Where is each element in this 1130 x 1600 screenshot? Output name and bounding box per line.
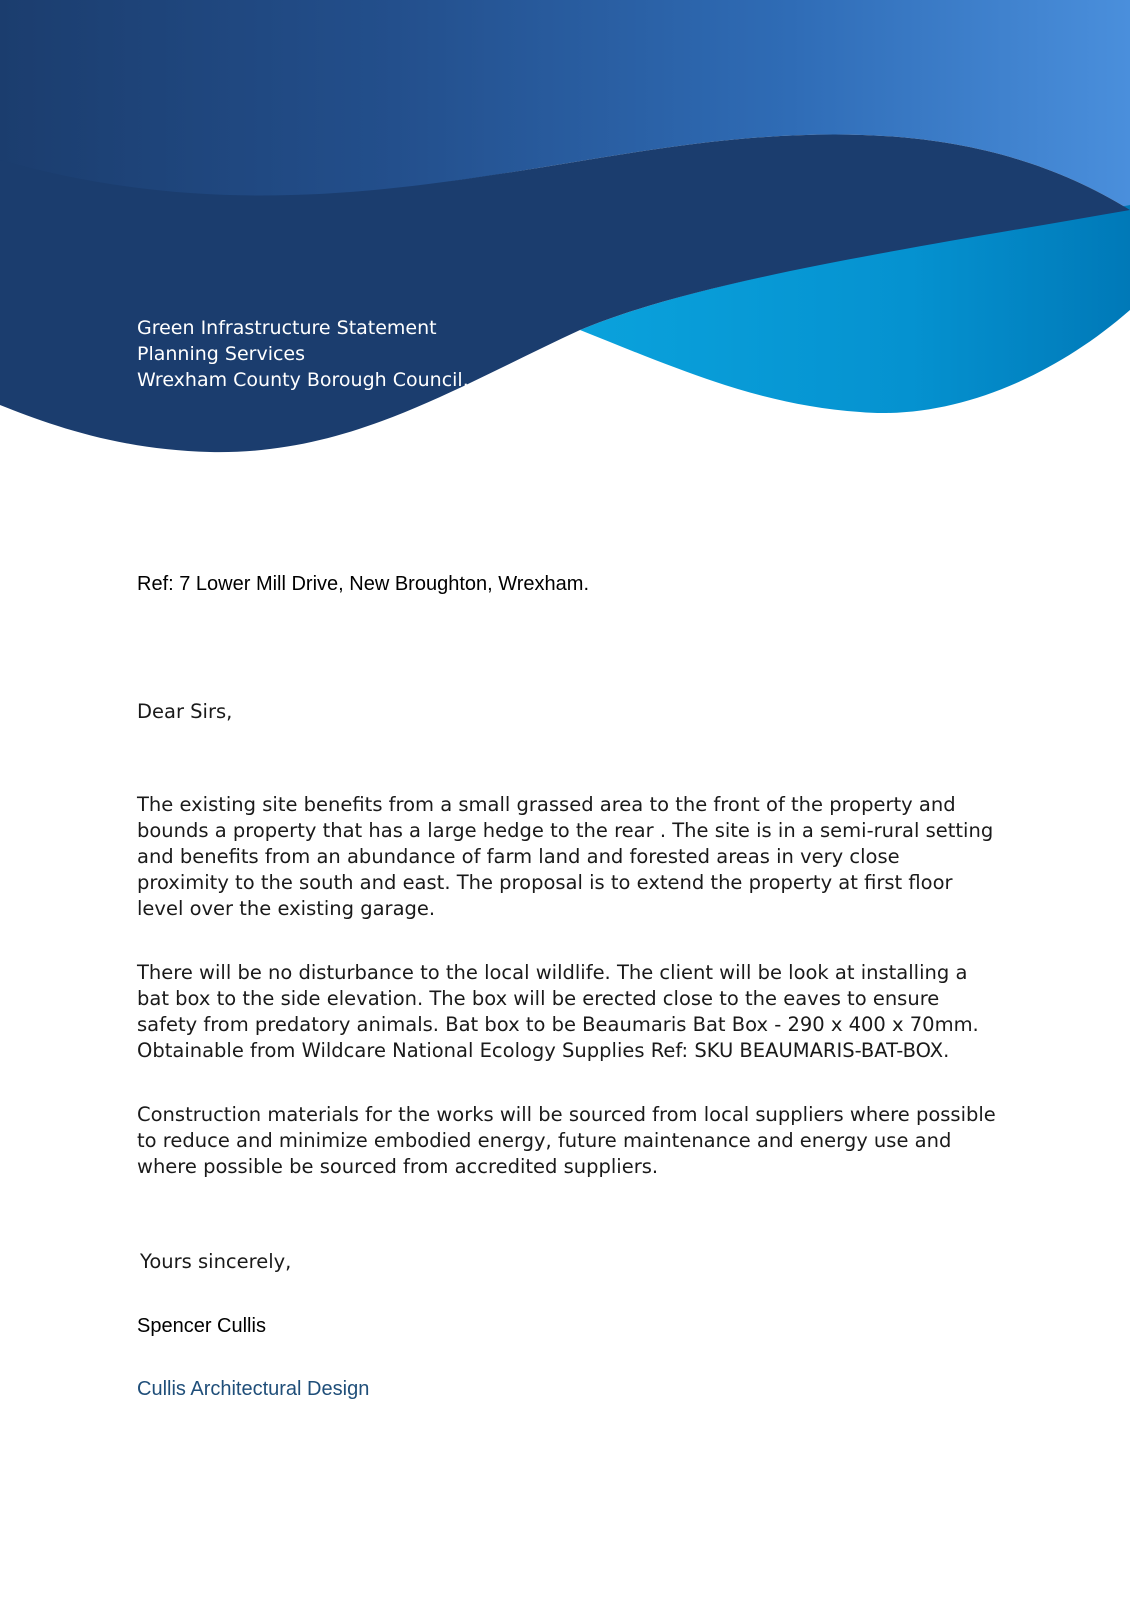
closing: Yours sincerely, <box>140 1250 292 1273</box>
letterhead-council: Wrexham County Borough Council. <box>137 369 469 391</box>
letterhead-department: Planning Services <box>137 343 306 365</box>
salutation: Dear Sirs, <box>137 700 233 723</box>
company-name: Cullis Architectural Design <box>137 1378 370 1400</box>
reference-line: Ref: 7 Lower Mill Drive, New Broughton, Wrexham. <box>137 573 590 595</box>
letterhead-title-block <box>137 315 469 393</box>
letterhead-title: Green Infrastructure Statement <box>137 317 437 339</box>
body-paragraph-site: The existing site benefits from a small grassed area to the front of the property and bounds a property that has a large hedge to the rear . The site is in a semi-rural setting and benefits from an abundance of farm land and forested areas in very close proximity to the south and east. The proposal is to extend the property at first floor level over the existing garage. <box>137 793 994 920</box>
body-paragraph-materials: Construction materials for the works will be sourced from local suppliers where possible to reduce and minimize embodied energy, future maintenance and energy use and where possible be sourced from accredited suppliers. <box>137 1103 996 1178</box>
body-paragraph-wildlife: There will be no disturbance to the local wildlife. The client will be look at installing a bat box to the side elevation. The box will be erected close to the eaves to ensure safety from predatory animals. Bat box to be Beaumaris Bat Box - 290 x 400 x 70mm. Obtainable from Wildcare National Ecology Supplies Ref: SKU BEAUMARIS-BAT-BOX. <box>137 961 979 1062</box>
letter-body <box>137 792 997 1218</box>
signer-name: Spencer Cullis <box>137 1315 266 1337</box>
